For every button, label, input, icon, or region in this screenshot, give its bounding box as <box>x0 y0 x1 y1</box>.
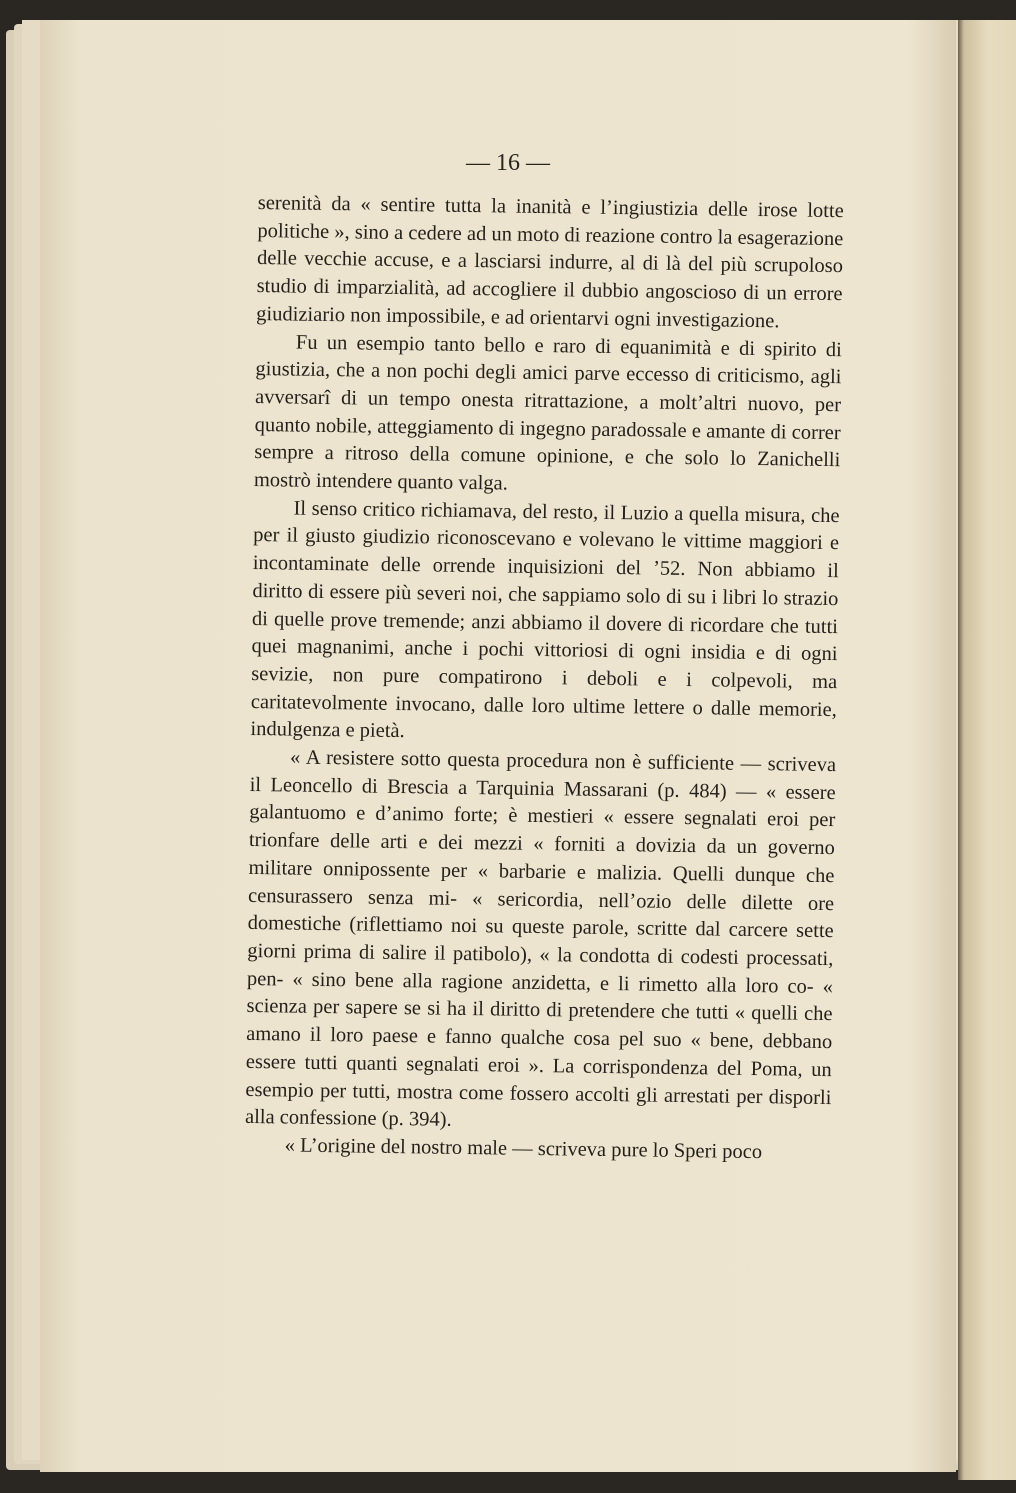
page-number: — 16 — <box>466 150 550 176</box>
paragraph: « L’origine del nostro male — scriveva pure lo Speri poco <box>284 1134 763 1164</box>
paragraph: « A resistere sotto questa procedura non è sufficiente — scriveva il Leoncello di Brescia a Tarquinia Massarani (p. 484) — « essere galantuomo e d’animo forte; è mestieri « essere segnalati eroi per trionfare delle arti e dei mezzi « forniti a dovizia da un governo militare onnipossente per « barbarie e malizia. Quelli dunque che censurassero senza mi- « sericordia, nell’ozio delle dilette ore domestiche (riflettiamo noi su queste parole, scritte dal carcere sette giorni prima di salire il patibolo), « la condotta di codesti processati, pen- « sino bene alla ragione anzidetta, e li rimetto alla loro co- « scienza per sapere se si ha il diritto di pretendere che tutti « quelli che amano il loro paese e fanno qualche cosa pel suo « bene, debbano essere tutti quanti segnalati eroi ». La corrispondenza del Poma, un esempio per tutti, mostra come fossero accolti gli arrestati per disporli alla confessione (p. 394). <box>244 746 837 1131</box>
paragraph: serenità da « sentire tutta la inanità e l’ingiustizia delle irose lotte politiche », sino a cedere ad un moto di reazione contro la esagerazione delle vecchie accuse, e a lasciarsi indurre, al di là del più scrupoloso studio di imparzialità, ad accogliere il dubbio angoscioso di un errore giudiziario non impossibile, e ad orientarvi ogni investigazione. <box>256 191 844 333</box>
facing-page-edge <box>958 20 1016 1480</box>
body-text <box>244 190 843 1168</box>
paragraph: Il senso critico richiamava, del resto, il Luzio a quella misura, che per il giusto giudizio riconoscevano e volevano le vittime maggiori e incontaminate delle orrende inquisizioni del ’52. Non abbiamo il diritto di essere più severi noi, che sappiamo solo di su i libri lo strazio di quelle prove tremende; anzi abbiamo il dovere di ricordare che tutti quei magnanimi, anche i pochi vittoriosi di ogni insidia e di ogni sevizie, non pure compatirono i deboli e i colpevoli, ma caritatevolmente invocano, dalle loro ultime lettere o dalle memorie, indulgenza e pietà. <box>250 497 840 743</box>
paragraph: Fu un esempio tanto bello e raro di equanimità e di spirito di giustizia, che a non pochi degli amici parve eccesso di criticismo, agli avversarî di un tempo onesta ritrattazione, a molt’altri nuovo, per quanto nobile, atteggiamento di ingegno paradossale e amante di correr sempre a ritroso della comune opinione, e che solo lo Zanichelli mostrò intendere quanto valga. <box>253 331 842 495</box>
